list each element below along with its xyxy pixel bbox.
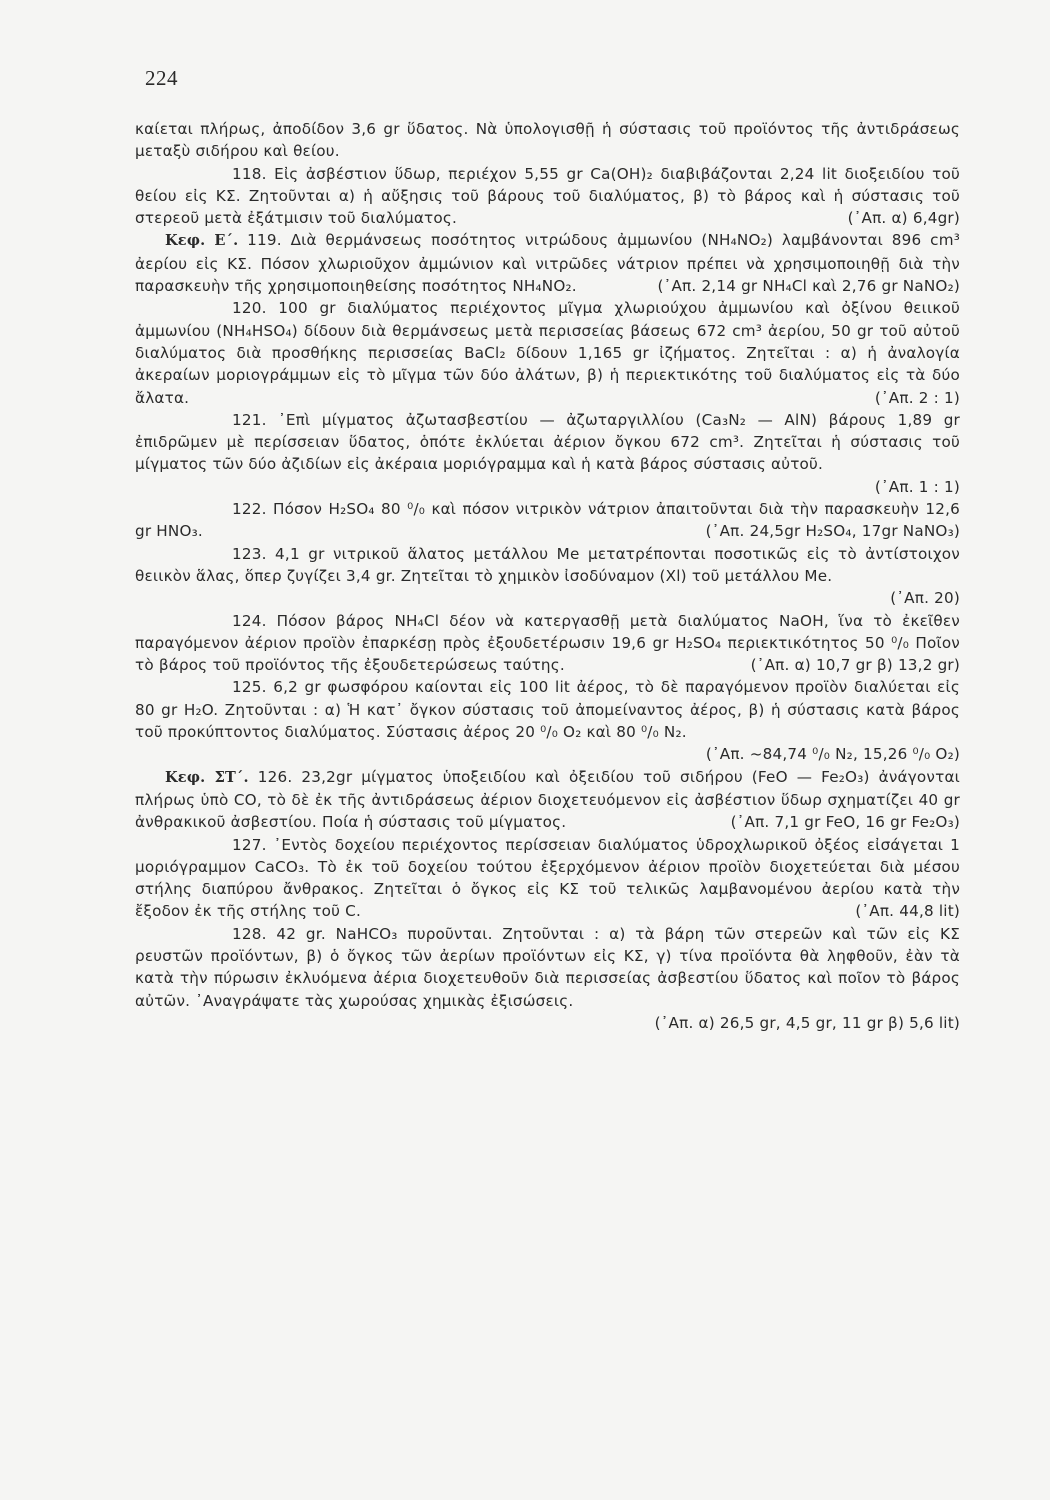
problem-text: 122. Πόσον H₂SO₄ 80 ⁰/₀ καὶ πόσον νιτρικὸν νάτριον ἀπαιτοῦνται διὰ τὴν παρασκευὴν 12,6 gr HNO₃.	[135, 500, 960, 541]
problem-text: 127. ᾿Εντὸς δοχείου περιέχοντος περίσσειαν διαλύματος ὑδροχλωρικοῦ ὀξέος εἰσάγεται 1 μοριόγραμμον CaCO₃. Τὸ ἐκ τοῦ δοχείου τούτου ἐξερχόμενον ἀέριον προϊὸν διοχετεύεται διὰ μέσου στήλης διαπύρου ἄνθρακος. Ζητεῖται ὁ ὄγκος εἰς ΚΣ τοῦ τελικῶς λαμβανομένου ἀερίου κατὰ τὴν ἔξοδον ἐκ τῆς στήλης τοῦ C.	[135, 835, 960, 921]
answer: (᾿Απ. 2,14 gr NH₄Cl καὶ 2,76 gr NaNO₂)	[657, 277, 960, 296]
problem-text: 121. ᾿Επὶ μίγματος ἀζωτασβεστίου — ἀζωταργιλλίου (Ca₃N₂ — AlN) βάρους 1,89 gr ἐπιδρῶμεν μὲ περίσσειαν ὕδατος, ὁπότε ἐκλύεται ἀέριον ὄγκου 672 cm³. Ζητεῖται ἡ σύστασις τοῦ μίγματος τῶν δύο ἀζιδίων εἰς ἀκέραια μοριόγραμμα καὶ ἡ κατὰ βάρος σύστασις αὐτοῦ.	[135, 410, 960, 474]
problem-text: 120. 100 gr διαλύματος περιέχοντος μῖγμα χλωριούχου ἀμμωνίου καὶ ὀξίνου θειικοῦ ἀμμωνίου (NH₄HSO₄) δίδουν διὰ θερμάνσεως μετὰ περισσείας βάσεως 672 cm³ ἀερίου, 50 gr τοῦ αὐτοῦ διαλύματος διὰ προσθήκης περισσείας BaCl₂ δίδουν 1,165 gr ἰζήματος. Ζητεῖται : α) ἡ ἀναλογία ἀκεραίων μοριογράμμων εἰς τὸ μῖγμα τῶν δύο ἀλάτων, β) ἡ περιεκτικότης τοῦ διαλύματος εἰς τὰ δύο ἄλατα.	[135, 299, 960, 407]
problem-text: 125. 6,2 gr φωσφόρου καίονται εἰς 100 lit ἀέρος, τὸ δὲ παραγόμενον προϊὸν διαλύεται εἰς 80 gr H₂O. Ζητοῦνται : α) Ἡ κατ᾿ ὄγκον σύστασις τοῦ ἀπομείναντος ἀέρος, β) ἡ σύστασις κατὰ βάρος τοῦ προκύπτοντος διαλύματος. Σύστασις ἀέρος 20 ⁰/₀ O₂ καὶ 80 ⁰/₀ N₂.	[135, 678, 960, 742]
answer: (᾿Απ. 7,1 gr FeO, 16 gr Fe₂O₃)	[730, 813, 960, 832]
problem-127	[135, 834, 960, 923]
answer: (᾿Απ. 2 : 1)	[874, 388, 960, 407]
paragraph-continuation	[135, 118, 960, 163]
answer: (᾿Απ. α) 26,5 gr, 4,5 gr, 11 gr β) 5,6 lit)	[654, 1013, 960, 1032]
problem-text: 124. Πόσον βάρος NH₄Cl δέον νὰ κατεργασθῇ μετὰ διαλύματος NaOH, ἵνα τὸ ἐκεῖθεν παραγόμενον ἀέριον προϊὸν ἐπαρκέσῃ πρὸς ἐξουδετέρωσιν 19,6 gr H₂SO₄ περιεκτικότητος 50 ⁰/₀ Ποῖον τὸ βάρος τοῦ προϊόντος τῆς ἐξουδετερώσεως ταύτης.	[135, 611, 960, 675]
answer: (᾿Απ. 44,8 lit)	[855, 902, 960, 921]
problem-125	[135, 676, 960, 764]
problem-118	[135, 163, 960, 230]
answer: (᾿Απ. ~84,74 ⁰/₀ N₂, 15,26 ⁰/₀ O₂)	[705, 745, 960, 764]
chapter-heading: Κεφ. Ε΄.	[165, 232, 239, 250]
page-body	[135, 118, 960, 1034]
answer: (᾿Απ. α) 10,7 gr β) 13,2 gr)	[750, 656, 960, 675]
problem-122	[135, 498, 960, 543]
problem-120	[135, 297, 960, 408]
problem-126	[135, 766, 960, 834]
problem-119	[135, 229, 960, 297]
answer: (᾿Απ. 20)	[890, 589, 960, 608]
problem-text: 126. 23,2gr μίγματος ὑποξειδίου καὶ ὀξειδίου τοῦ σιδήρου (FeO — Fe₂O₃) ἀνάγονται πλήρως ὑπὸ CO, τὸ δὲ ἐκ τῆς ἀντιδράσεως ἀέριον διοχετευόμενον εἰς ἀσβέστιον ὕδωρ σχηματίζει 40 gr ἀνθρακικοῦ ἀσβεστίου. Ποία ἡ σύστασις τοῦ μίγματος.	[135, 767, 960, 832]
chapter-heading: Κεφ. ΣΤ΄.	[165, 768, 249, 786]
problem-text: 119. Διὰ θερμάνσεως ποσότητος νιτρώδους ἀμμωνίου (NH₄NO₂) λαμβάνονται 896 cm³ ἀερίου εἰς ΚΣ. Πόσον χλωριοῦχον ἀμμώνιον καὶ νιτρῶδες νάτριον πρέπει νὰ χρησιμοποιηθῇ διὰ τὴν παρασκευὴν τῆς χρησιμοποιηθείσης ποσότητος NH₄NO₂.	[135, 231, 961, 296]
problem-text: 118. Εἰς ἀσβέστιον ὕδωρ, περιέχον 5,55 gr Ca(OH)₂ διαβιβάζονται 2,24 lit διοξειδίου τοῦ θείου εἰς ΚΣ. Ζητοῦνται α) ἡ αὔξησις τοῦ βάρους τοῦ διαλύματος, β) τὸ βάρος καὶ ἡ σύστασις τοῦ στερεοῦ μετὰ ἐξάτμισιν τοῦ διαλύματος.	[135, 164, 960, 228]
paragraph-text: καίεται πλήρως, ἀποδίδον 3,6 gr ὕδατος. Νὰ ὑπολογισθῇ ἡ σύστασις τοῦ προϊόντος τῆς ἀντιδράσεως μεταξὺ σιδήρου καὶ θείου.	[135, 120, 960, 161]
problem-text: 128. 42 gr. NaHCO₃ πυροῦνται. Ζητοῦνται : α) τὰ βάρη τῶν στερεῶν καὶ τῶν εἰς ΚΣ ρευστῶν προϊόντων, β) ὁ ὄγκος τῶν ἀερίων προϊόντων εἰς ΚΣ, γ) τίνα προϊόντα θὰ ληφθοῦν, ἐὰν τὰ κατὰ τὴν πύρωσιν ἐκλυόμενα ἀέρια διοχετευθοῦν διὰ περισσείας ἀσβεστίου ὕδατος καὶ ποῖον τὸ βάρος αὐτῶν. ᾿Αναγράψατε τὰς χωρούσας χημικὰς ἐξισώσεις.	[135, 924, 960, 1010]
problem-124	[135, 610, 960, 677]
answer: (᾿Απ. 1 : 1)	[874, 477, 960, 496]
problem-123	[135, 543, 960, 608]
problem-128	[135, 923, 960, 1012]
answer: (᾿Απ. α) 6,4gr)	[847, 209, 960, 228]
problem-121	[135, 409, 960, 496]
problem-text: 123. 4,1 gr νιτρικοῦ ἅλατος μετάλλου Me μετατρέπονται ποσοτικῶς εἰς τὸ ἀντίστοιχον θειικὸν ἅλας, ὅπερ ζυγίζει 3,4 gr. Ζητεῖται τὸ χημικὸν ἰσοδύναμον (Χl) τοῦ μετάλλου Me.	[135, 544, 960, 585]
page-number: 224	[145, 66, 178, 90]
answer: (᾿Απ. 24,5gr H₂SO₄, 17gr NaNO₃)	[705, 522, 960, 541]
